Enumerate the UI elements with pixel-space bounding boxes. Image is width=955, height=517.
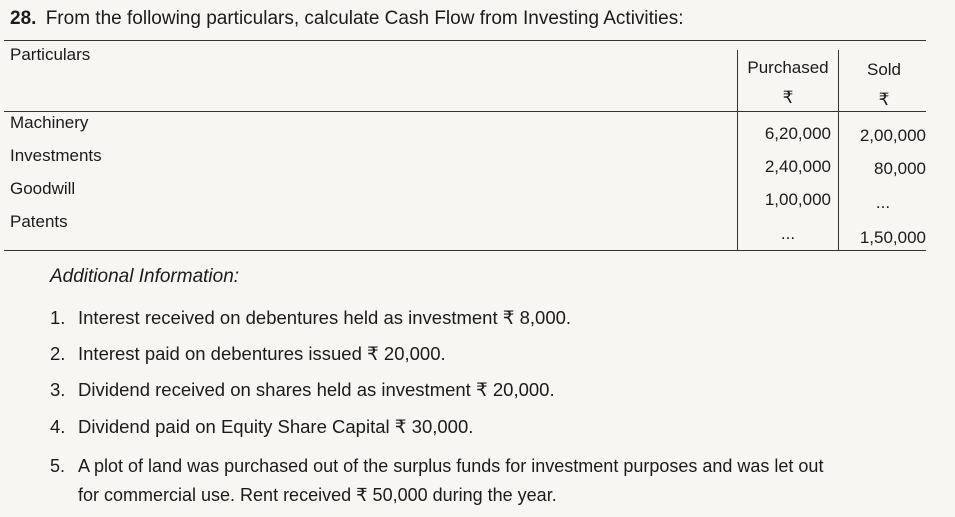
item-text: Interest received on debentures held as investment ₹ 8,000. (78, 307, 572, 328)
additional-heading: Additional Information: (50, 266, 240, 287)
list-item (50, 343, 446, 365)
item-text: A plot of land was purchased out of the surplus funds for investment purposes and was let out (78, 456, 824, 476)
row-name: Investments (10, 146, 102, 165)
currency-sold: ₹ (878, 90, 890, 109)
item-number: 1. (50, 307, 66, 328)
item-number: 2. (50, 343, 66, 364)
table-divider-purchased (737, 50, 738, 250)
row-sold: 2,00,000 (859, 126, 926, 145)
row-name: Patents (10, 212, 68, 231)
question-title (10, 8, 684, 30)
col-header-purchased: Purchased (747, 58, 829, 77)
row-sold: 80,000 (874, 159, 926, 178)
row-purchased: 1,00,000 (764, 190, 831, 209)
question-text: From the following particulars, calculate Cash Flow from Investing Activities: (45, 8, 684, 29)
table-header-rule (4, 111, 926, 112)
question-number: 28. (10, 8, 37, 29)
item-continuation: for commercial use. Rent received ₹ 50,000 during the year. (78, 485, 557, 505)
table-top-rule (4, 40, 926, 41)
item-number: 3. (50, 379, 66, 400)
row-name: Goodwill (10, 179, 76, 198)
col-header-sold: Sold (866, 60, 902, 79)
row-sold: ... (875, 193, 891, 212)
currency-purchased: ₹ (782, 88, 794, 107)
list-item (50, 416, 473, 438)
row-sold: 1,50,000 (859, 228, 926, 247)
row-purchased: 6,20,000 (764, 124, 831, 143)
item-number: 5. (50, 456, 66, 476)
table-bottom-rule (4, 250, 926, 251)
row-name: Machinery (10, 113, 89, 132)
col-header-particulars: Particulars (10, 45, 91, 64)
item-text: Dividend received on shares held as investment ₹ 20,000. (78, 379, 555, 400)
table-divider-sold (838, 50, 839, 250)
list-item (50, 456, 823, 477)
item-text: Interest paid on debentures issued ₹ 20,000. (78, 343, 446, 364)
list-item (50, 379, 555, 401)
list-item (50, 307, 571, 329)
item-number: 4. (50, 416, 66, 437)
row-purchased: 2,40,000 (764, 157, 831, 176)
row-purchased: ... (780, 224, 796, 243)
item-text: Dividend paid on Equity Share Capital ₹ 30,000. (78, 416, 474, 437)
